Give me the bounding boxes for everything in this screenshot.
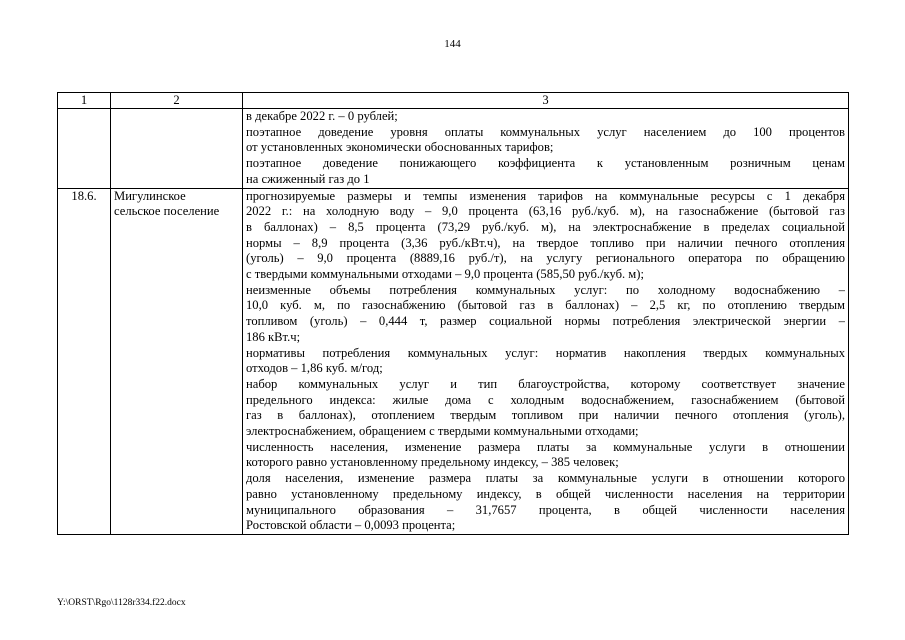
- description-line: с твердыми коммунальными отходами – 9,0 процента (585,50 руб./куб. м);: [246, 267, 644, 282]
- description-line: 10,0 куб. м, по газоснабжению (бытовой газ в баллонах) – 2,5 кг, по отоплению твердым: [246, 298, 845, 313]
- description-line: электроснабжением, обращением с твердыми коммунальными отходами;: [246, 424, 639, 439]
- header-col-1: 1: [58, 93, 111, 109]
- row-number-cell: [58, 109, 111, 189]
- page-number: 144: [444, 38, 461, 50]
- description-cell: [243, 109, 849, 189]
- description-line: муниципального образования – 31,7657 процента, в общей численности населения: [246, 502, 845, 517]
- description-line: неизменные объемы потребления коммунальных услуг: по холодному водоснабжению –: [246, 282, 845, 297]
- settlement-name-cell: [111, 109, 243, 189]
- tariff-table: [57, 92, 849, 535]
- table-header-row: [58, 93, 849, 109]
- description-line: в декабре 2022 г. – 0 рублей;: [246, 109, 398, 123]
- description-line: 2022 г.: на холодную воду – 9,0 процента (63,16 руб./куб. м), на газоснабжение (бытовой газ: [246, 204, 845, 219]
- header-col-3: 3: [243, 93, 849, 109]
- description-line: предельного индекса: жилые дома с холодным водоснабжением, газоснабжением (бытовой: [246, 392, 845, 407]
- description-line: численность населения, изменение размера платы за коммунальные услуги в отношении: [246, 439, 845, 454]
- description-line: прогнозируемые размеры и темпы изменения тарифов на коммунальные ресурсы с 1 декабря: [246, 188, 845, 203]
- settlement-name-line: сельское поселение: [114, 204, 220, 219]
- description-line: (уголь) – 9,0 процента (8889,16 руб./т), на услугу регионального оператора по обращению: [246, 251, 845, 266]
- settlement-name-line: Мигулинское: [114, 188, 186, 203]
- description-line: нормативы потребления коммунальных услуг: норматив накопления твердых коммунальных: [246, 345, 845, 360]
- description-line: которого равно установленному предельному индексу, – 385 человек;: [246, 455, 619, 470]
- description-line: в баллонах) – 8,5 процента (73,29 руб./куб. м), на электроснабжение в пределах социальной: [246, 219, 845, 234]
- description-cell: [243, 188, 849, 534]
- settlement-name-cell: [111, 188, 243, 534]
- description-line: нормы – 8,9 процента (3,36 руб./кВт.ч), на твердое топливо при наличии печного отопления: [246, 235, 845, 250]
- description-line: на сжиженный газ до 1: [246, 171, 370, 186]
- row-number: 18.6.: [71, 188, 97, 203]
- header-col-2: 2: [111, 93, 243, 109]
- description-line: равно установленному предельному индексу, в общей численности населения на территории: [246, 486, 845, 501]
- description-line: поэтапное доведение понижающего коэффициента к установленным розничным ценам: [246, 156, 845, 171]
- table-body: [58, 109, 849, 535]
- file-path-footer: Y:\ORST\Rgo\1128r334.f22.docx: [57, 598, 186, 608]
- description-line: 186 кВт.ч;: [246, 329, 301, 344]
- description-line: топливом (уголь) – 0,444 т, размер социальной нормы потребления электрической энергии –: [246, 314, 845, 329]
- table-row: [58, 188, 849, 534]
- description-line: набор коммунальных услуг и тип благоустройства, которому соответствует значение: [246, 376, 845, 391]
- description-line: отходов – 1,86 куб. м/год;: [246, 361, 383, 376]
- description-line: от установленных экономически обоснованных тарифов;: [246, 140, 554, 155]
- description-line: Ростовской области – 0,0093 процента;: [246, 518, 456, 533]
- row-number-cell: [58, 188, 111, 534]
- description-line: поэтапное доведение уровня оплаты коммунальных услуг населением до 100 процентов: [246, 124, 845, 139]
- description-line: газ в баллонах), отоплением твердым топливом при наличии печного отопления (уголь),: [246, 408, 845, 423]
- table-row: [58, 109, 849, 189]
- description-line: доля населения, изменение размера платы за коммунальные услуги в отношении которого: [246, 471, 845, 486]
